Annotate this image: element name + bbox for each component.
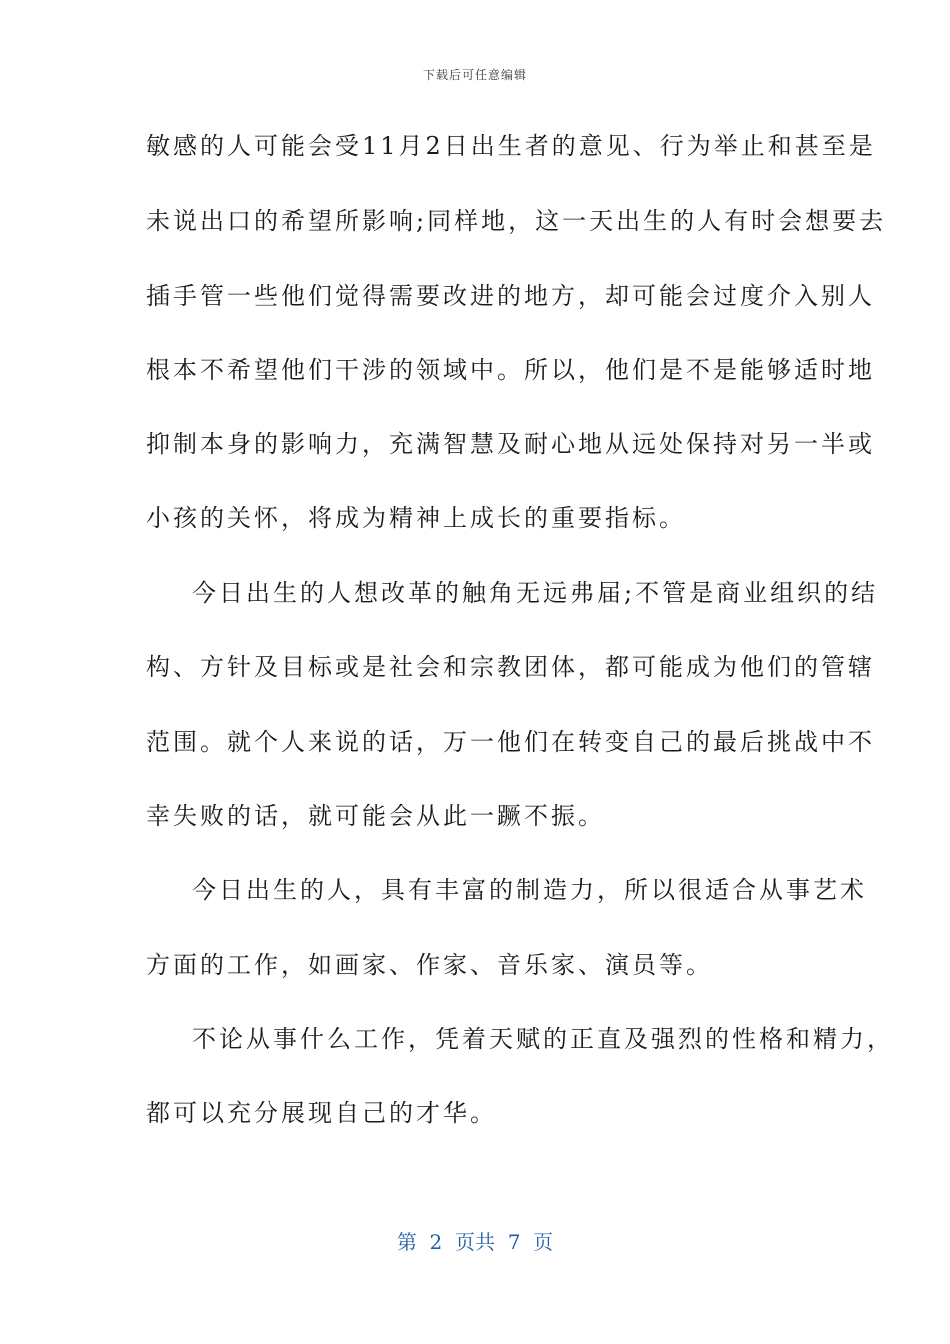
text-line: 不论从事什么工作，凭着天赋的正直及强烈的性格和精力， <box>192 1025 894 1053</box>
text-line: 未说出口的希望所影响;同样地，这一天出生的人有时会想要去 <box>146 207 887 235</box>
text-line: 根本不希望他们干涉的领域中。所以，他们是不是能够适时地 <box>146 356 875 384</box>
page-number-footer: 第 2 页共 7 页 <box>396 1230 554 1254</box>
text-line: 构、方针及目标或是社会和宗教团体，都可能成为他们的管辖 <box>146 653 875 681</box>
text-line: 小孩的关怀，将成为精神上成长的重要指标。 <box>146 504 686 532</box>
text-line: 敏感的人可能会受11月2日出生者的意见、行为举止和甚至是 <box>146 132 876 160</box>
text-line: 范围。就个人来说的话，万一他们在转变自己的最后挑战中不 <box>146 728 875 756</box>
text-line: 都可以充分展现自己的才华。 <box>146 1099 497 1127</box>
text-line: 插手管一些他们觉得需要改进的地方，却可能会过度介入别人 <box>146 282 875 310</box>
text-line: 今日出生的人想改革的触角无远弗届;不管是商业组织的结 <box>192 579 879 607</box>
text-line: 方面的工作，如画家、作家、音乐家、演员等。 <box>146 951 713 979</box>
text-line: 今日出生的人，具有丰富的制造力，所以很适合从事艺术 <box>192 876 867 904</box>
text-line: 抑制本身的影响力，充满智慧及耐心地从远处保持对另一半或 <box>146 430 875 458</box>
text-line: 幸失败的话，就可能会从此一蹶不振。 <box>146 802 605 830</box>
page-header: 下载后可任意编辑 <box>422 68 527 82</box>
